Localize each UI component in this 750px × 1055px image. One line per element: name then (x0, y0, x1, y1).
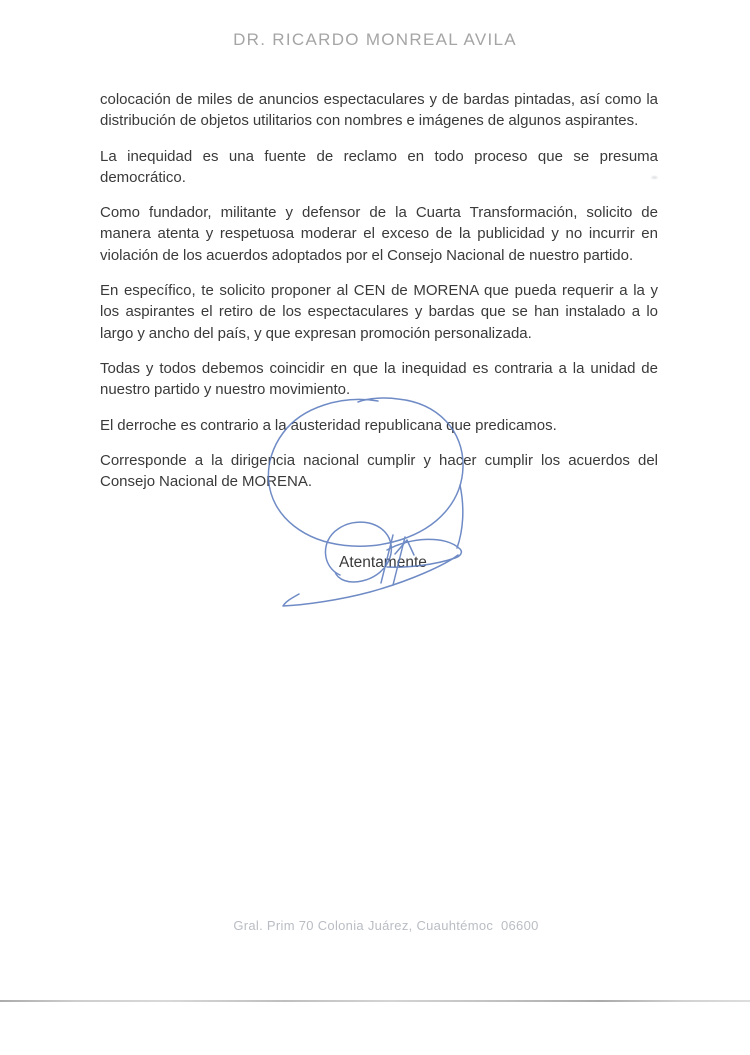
paragraph: La inequidad es una fuente de reclamo en todo proceso que se presuma democrático. (100, 147, 658, 186)
paragraph: Corresponde a la dirigencia nacional cumplir y hacer cumplir los acuerdos del Consejo Nacional de MORENA. (100, 451, 658, 491)
paragraph: El derroche es contrario a la austeridad republicana que predicamos. (100, 416, 557, 434)
paragraph: Todas y todos debemos coincidir en que la inequidad es contraria a la unidad de nuestro partido y nuestro movimiento. (100, 359, 658, 399)
letter-body (100, 89, 658, 506)
scan-smudge (650, 175, 659, 180)
paragraph: En específico, te solicito proponer al CEN de MORENA que pueda requerir a la y los aspirantes el retiro de los espectaculares y bardas que se han instalado a lo largo y ancho del país, y que expresan promoción personalizada. (100, 282, 658, 342)
scan-edge-line (0, 1000, 750, 1002)
letterhead-name: DR. RICARDO MONREAL AVILA (233, 30, 517, 49)
closing-word: Atentamente (339, 554, 427, 571)
paragraph: colocación de miles de anuncios espectaculares y de bardas pintadas, así como la distribución de objetos utilitarios con nombres e imágenes de algunos aspirantes. (100, 91, 658, 130)
paragraph: Como fundador, militante y defensor de la Cuarta Transformación, solicito de manera atenta y respetuosa moderar el exceso de la publicidad y no incurrir en violación de los acuerdos adoptados por el Consejo Nacional de nuestro partido. (100, 204, 658, 264)
footer-address: Gral. Prim 70 Colonia Juárez, Cuauhtémoc 06600 (233, 918, 539, 933)
